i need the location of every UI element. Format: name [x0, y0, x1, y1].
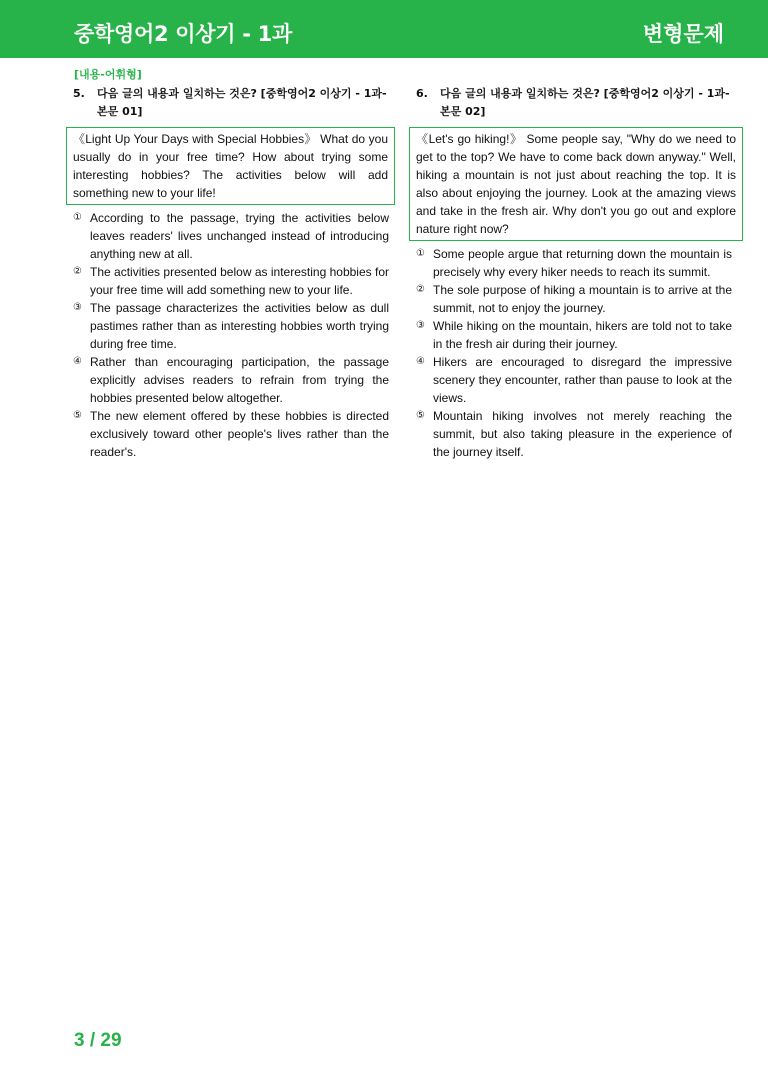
option-text: The passage characterizes the activities below as dull pastimes rather than as interesting hobbies worth trying during free time.	[90, 301, 389, 351]
question-number: 6.	[416, 87, 428, 100]
option-marker: ⑤	[73, 410, 82, 421]
header-section-label: 변형문제	[642, 22, 724, 46]
option-4[interactable]	[73, 353, 389, 407]
question-header	[73, 85, 389, 121]
option-marker: ①	[73, 212, 82, 223]
question-prompt: 다음 글의 내용과 일치하는 것은? [중학영어2 이상기 - 1과-본문 02]	[440, 87, 730, 118]
option-marker: ③	[73, 302, 82, 313]
question-number: 5.	[73, 87, 85, 100]
option-5[interactable]	[416, 407, 732, 461]
option-text: Mountain hiking involves not merely reaching the summit, but also taking pleasure in the experience of the journey itself.	[433, 409, 732, 459]
page-number: 3 / 29	[74, 1030, 122, 1051]
question-6	[416, 85, 736, 461]
option-4[interactable]	[416, 353, 732, 407]
option-2[interactable]	[416, 281, 732, 317]
option-marker: ⑤	[416, 410, 425, 421]
option-text: The sole purpose of hiking a mountain is to arrive at the summit, not to enjoy the journey.	[433, 283, 732, 315]
question-5	[73, 85, 389, 461]
option-marker: ④	[73, 356, 82, 367]
option-marker: ②	[73, 266, 82, 277]
option-marker: ④	[416, 356, 425, 367]
option-marker: ①	[416, 248, 425, 259]
option-3[interactable]	[73, 299, 389, 353]
passage-box: 《Light Up Your Days with Special Hobbies》 What do you usually do in your free time? How about trying some interesting hobbies? The activities below will add something new to your life!	[66, 127, 395, 205]
passage-box: 《Let's go hiking!》 Some people say, "Why do we need to get to the top? We have to come back down anyway." Well, hiking a mountain is not just about reaching the top. It is also about enjoying the journey. Look at the amazing views and take in the fresh air. Why don't you go out and explore nature right now?	[409, 127, 743, 241]
option-1[interactable]	[73, 209, 389, 263]
question-header	[416, 85, 732, 121]
option-marker: ③	[416, 320, 425, 331]
option-text: According to the passage, trying the activities below leaves readers' lives unchanged instead of introducing anything new at all.	[90, 211, 389, 261]
answer-options	[73, 209, 389, 461]
option-text: Hikers are encouraged to disregard the impressive scenery they encounter, rather than pause to look at the views.	[433, 355, 732, 405]
option-text: Rather than encouraging participation, the passage explicitly advises readers to refrain from trying the hobbies presented below altogether.	[90, 355, 389, 405]
option-text: While hiking on the mountain, hikers are told not to take in the fresh air during their journey.	[433, 319, 732, 351]
answer-options	[416, 245, 732, 461]
option-5[interactable]	[73, 407, 389, 461]
question-prompt: 다음 글의 내용과 일치하는 것은? [중학영어2 이상기 - 1과-본문 01]	[97, 87, 387, 118]
option-text: Some people argue that returning down the mountain is precisely why every hiker needs to reach its summit.	[433, 247, 732, 279]
option-2[interactable]	[73, 263, 389, 299]
question-category: [내용-어휘형]	[74, 68, 142, 81]
option-text: The new element offered by these hobbies is directed exclusively toward other people's lives rather than the reader's.	[90, 409, 389, 459]
header-title: 중학영어2 이상기 - 1과	[74, 22, 292, 46]
page-header	[0, 0, 768, 58]
option-marker: ②	[416, 284, 425, 295]
option-3[interactable]	[416, 317, 732, 353]
option-1[interactable]	[416, 245, 732, 281]
option-text: The activities presented below as interesting hobbies for your free time will add something new to your life.	[90, 265, 389, 297]
